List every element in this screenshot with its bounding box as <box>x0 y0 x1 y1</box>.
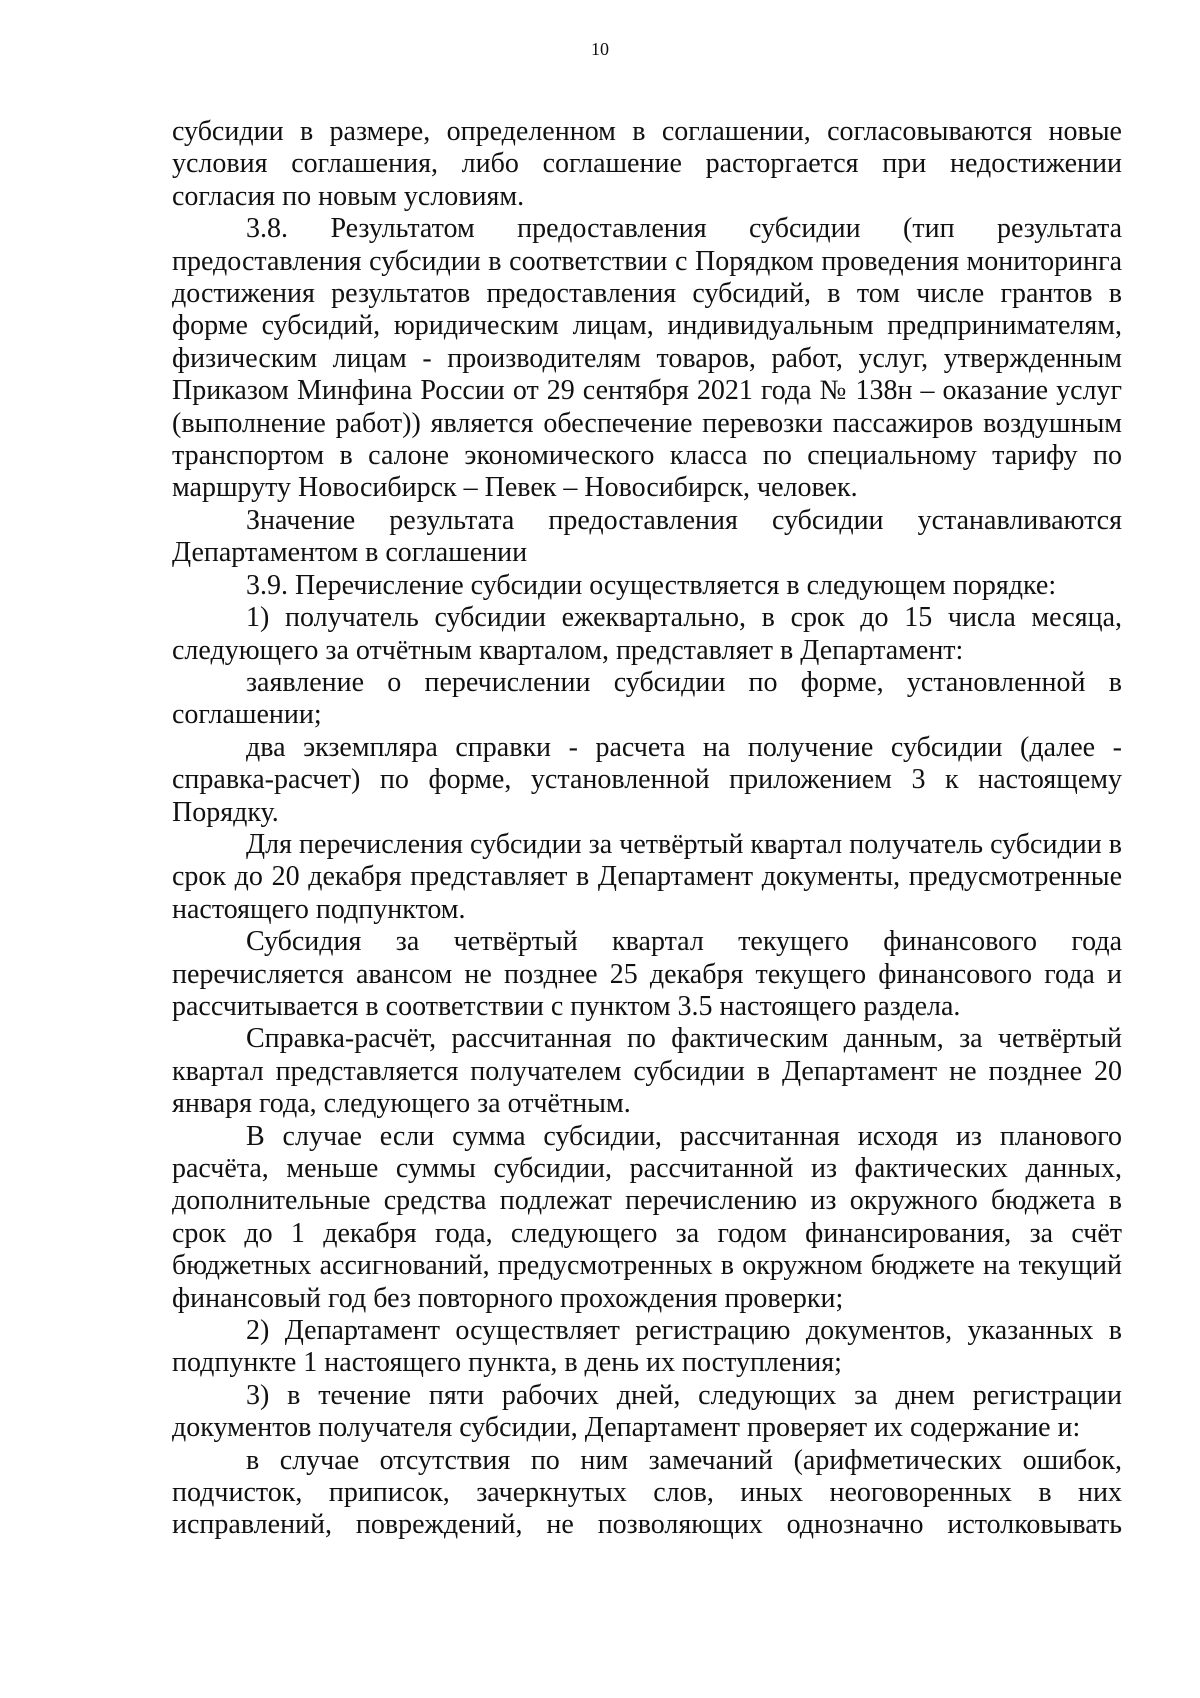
paragraph-result-value: Значение результата предоставления субсидии устанавливаются Департаментом в соглашении <box>172 504 1122 569</box>
document-body <box>172 116 1122 1542</box>
paragraph-fourth-quarter-subsidy: Субсидия за четвёртый квартал текущего финансового года перечисляется авансом не позднее 25 декабря текущего финансового года и рассчитывается в соответствии с пунктом 3.5 настоящего раздела. <box>172 926 1122 1022</box>
paragraph-calculation-reference: Справка-расчёт, рассчитанная по фактическим данным, за четвёртый квартал представляется получателем субсидии в Департамент не позднее 20 января года, следующего за отчётным. <box>172 1023 1122 1120</box>
page-number: 10 <box>591 39 609 59</box>
paragraph-item-3: 3) в течение пяти рабочих дней, следующих за днем регистрации документов получателя субсидии, Департамент проверяет их содержание и: <box>172 1379 1122 1444</box>
paragraph-item-2: 2) Департамент осуществляет регистрацию документов, указанных в подпункте 1 настоящего пункта, в день их поступления; <box>172 1315 1122 1379</box>
paragraph-additional-funds: В случае если сумма субсидии, рассчитанная исходя из планового расчёта, меньше суммы субсидии, рассчитанной из фактических данных, дополнительные средства подлежат перечислению из окружного бюджета в срок до 1 декабря года, следующего за годом финансирования, за счёт бюджетных ассигнований, предусмотренных в окружном бюджете на текущий финансовый год без повторного прохождения проверки; <box>172 1120 1122 1314</box>
paragraph-3-9: 3.9. Перечисление субсидии осуществляется в следующем порядке: <box>246 569 1057 601</box>
paragraph-fourth-quarter-transfer: Для перечисления субсидии за четвёртый квартал получатель субсидии в срок до 20 декабря представляет в Департамент документы, предусмотренные настоящего подпунктом. <box>172 828 1122 925</box>
paragraph-3-8: 3.8. Результатом предоставления субсидии (тип результата предоставления субсидии в соответствии с Порядком проведения мониторинга достижения результатов предоставления субсидий, в том числе грантов в форме субсидий, юридическим лицам, индивидуальным предпринимателям, физическим лицам - производителям товаров, работ, услуг, утвержденным Приказом Минфина России от 29 сентября 2021 года № 138н – оказание услуг (выполнение работ)) является обеспечение перевозки пассажиров воздушным транспортом в салоне экономического класса по специальному тарифу по маршруту Новосибирск – Певек – Новосибирск, человек. <box>172 213 1122 504</box>
paragraph-application: заявление о перечислении субсидии по форме, установленной в соглашении; <box>172 666 1122 731</box>
paragraph-no-remarks: в случае отсутствия по ним замечаний (арифметических ошибок, подчисток, приписок, зачеркнутых слов, иных неоговоренных в них исправлений, повреждений, не позволяющих однозначно истолковывать <box>172 1444 1122 1541</box>
paragraph-continuation: субсидии в размере, определенном в соглашении, согласовываются новые условия соглашения, либо соглашение расторгается при недостижении согласия по новым условиям. <box>172 116 1122 212</box>
paragraph-item-1: 1) получатель субсидии ежеквартально, в срок до 15 числа месяца, следующего за отчётным кварталом, представляет в Департамент: <box>172 602 1122 666</box>
paragraph-two-copies: два экземпляра справки - расчета на получение субсидии (далее - справка-расчет) по форме, установленной приложением 3 к настоящему Порядку. <box>172 731 1122 828</box>
